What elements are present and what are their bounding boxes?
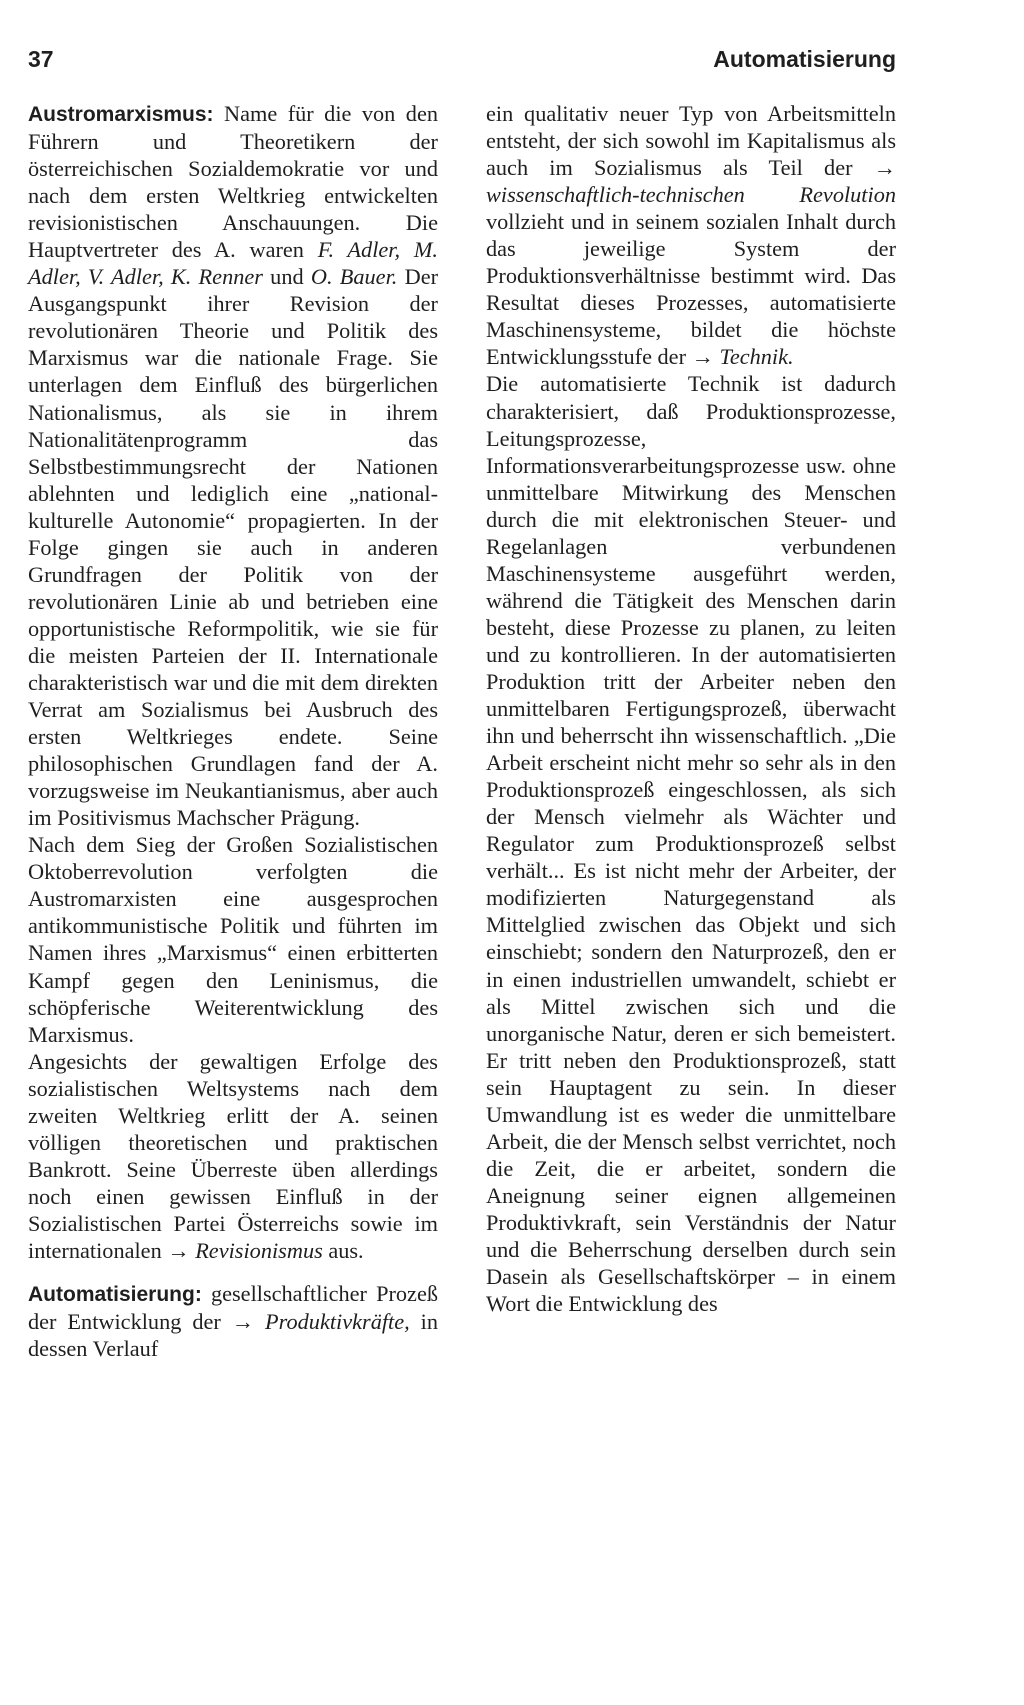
page-number: 37: [28, 46, 54, 72]
cross-reference-arrow-icon: →: [691, 344, 714, 370]
names-list: O. Bauer.: [310, 264, 398, 290]
cross-reference-technik[interactable]: Technik.: [719, 344, 794, 370]
entry-text: und: [262, 264, 311, 290]
entry-text: Der Ausgangspunkt ihrer Revision der revolutionären Theorie und Politik des Marxismus war die nationale Frage. Sie unterlagen dem Einfluß des bürgerlichen Nationalismus, als sie in ihrem Nationalitätenprogramm das Selbstbestimmungsrecht der Nationen ablehnten und lediglich eine „national-kulturelle Autonomie“ propagierten. In der Folge gingen sie auch in anderen Grundfragen der Politik von der revolutionären Linie ab und betrieben eine opportunistische Reformpolitik, wie sie für die meisten Parteien der II. Internationale charakteristisch war und die mit dem direkten Verrat am Sozialismus bei Ausbruch des ersten Weltkrieges endete. Seine philosophischen Grundlagen fand der A. vorzugsweise im Neukantianismus, aber auch im Positivismus Machscher Prägung.: [28, 264, 439, 831]
cross-reference-arrow-icon: →: [231, 1309, 255, 1335]
entry-automatisierung-paragraph-1: [28, 1280, 438, 1362]
entry-text: aus.: [322, 1237, 364, 1263]
entry-text: in dessen Verlauf: [28, 1309, 439, 1362]
right-column: [486, 100, 896, 1317]
entry-term-austromarxismus: Austromarxismus:: [28, 103, 214, 126]
running-head: Automatisierung: [713, 46, 896, 72]
cross-reference-wissenschaftlich-technische-revolution[interactable]: wissenschaftlich-technischen Revolution: [486, 182, 896, 208]
entry-text: vollzieht und in seinem sozialen Inhalt durch das jeweilige System der Produktionsverhältnisse bestimmt wird. Das Resultat dieses Prozesses, automatisierte Maschinensysteme, bildet die höchste Entwicklungsstufe der: [486, 209, 896, 370]
names-list: F. Adler, M. Adler, V. Adler, K. Renner: [28, 237, 438, 290]
left-column: [28, 100, 438, 1362]
entry-text: ein qualitativ neuer Typ von Arbeitsmitteln entsteht, der sich sowohl im Kapitalismus als auch im Sozialismus als Teil der: [486, 101, 896, 181]
entry-austromarxismus-paragraph-1: [28, 100, 438, 831]
entry-text: gesellschaftlicher Prozeß der Entwicklung der: [28, 1281, 438, 1335]
entry-automatisierung-continued-paragraph-2: Die automatisierte Technik ist dadurch charakterisiert, daß Produktionsprozesse, Leitungsprozesse, Informationsverarbeitungsprozesse usw. ohne unmittelbare Mitwirkung des Menschen durch die mit elektronischen Steuer- und Regelanlagen verbundenen Maschinensysteme ausgeführt werden, während die Tätigkeit des Menschen darin besteht, diese Prozesse zu planen, zu leiten und zu kontrollieren. In der automatisierten Produktion tritt der Arbeiter neben den unmittelbaren Fertigungsprozeß, überwacht ihn und beherrscht ihn wissenschaftlich. „Die Arbeit erscheint nicht mehr so sehr als in den Produktionsprozeß eingeschlossen, als sich der Mensch vielmehr als Wächter und Regulator zum Produktionsprozeß selbst verhält... Es ist nicht mehr der Arbeiter, der modifizierten Naturgegenstand als Mittelglied zwischen das Objekt und sich einschiebt; sondern den Naturprozeß, den er in einen industriellen umwandelt, schiebt er als Mittel zwischen sich und die unorganische Natur, deren er sich bemeistert. Er tritt neben den Produktionsprozeß, statt sein Hauptagent zu sein. In dieser Umwandlung ist es weder die unmittelbare Arbeit, die der Mensch selbst verrichtet, noch die Zeit, die er arbeitet, sondern die Aneignung seiner eignen allgemeinen Produktivkraft, sein Verständnis der Natur und die Beherrschung derselben durch sein Dasein als Gesellschaftskörper – in einem Wort die Entwicklung des: [486, 371, 896, 1317]
entry-term-automatisierung: Automatisierung:: [28, 1283, 202, 1307]
entry-text: Angesichts der gewaltigen Erfolge des sozialistischen Weltsystems nach dem zweiten Weltkrieg erlitt der A. seinen völligen theoretischen und praktischen Bankrott. Seine Überreste üben allerdings noch einen gewissen Einfluß in der Sozialistischen Partei Österreichs sowie im internationalen: [28, 1048, 438, 1263]
cross-reference-arrow-icon: →: [167, 1237, 190, 1263]
cross-reference-arrow-icon: →: [873, 155, 896, 181]
entry-austromarxismus-paragraph-3: [28, 1048, 438, 1264]
entry-text: Name für die von den Führern und Theoretikern der österreichischen Sozialdemokratie vor und nach dem ersten Weltkrieg entwickelten revisionistischen Anschauungen. Die Hauptvertreter des A. waren: [28, 101, 438, 263]
entry-automatisierung-continued-paragraph-1: [486, 100, 896, 370]
cross-reference-produktivkraefte[interactable]: Produktivkräfte,: [265, 1309, 410, 1335]
cross-reference-revisionismus[interactable]: Revisionismus: [195, 1237, 323, 1263]
entry-austromarxismus-paragraph-2: Nach dem Sieg der Großen Sozialistischen Oktoberrevolution verfolgten die Austromarxisten eine ausgesprochen antikommunistische Politik und führten im Namen ihres „Marxismus“ einen erbitterten Kampf gegen den Leninismus, die schöpferische Weiterentwicklung des Marxismus.: [28, 832, 438, 1047]
